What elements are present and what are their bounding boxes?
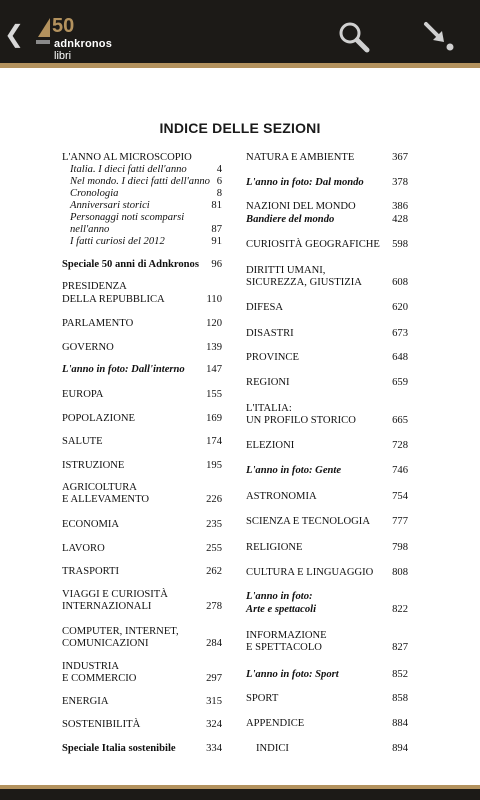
toc-entry-page: 754 [392,491,408,502]
toc-entry-label[interactable]: Speciale Italia sostenibile [62,743,176,754]
toc-entry-label[interactable]: L'anno in foto: Dall'interno [62,364,185,375]
toc-entry-label[interactable]: ELEZIONI [246,440,295,451]
toc-entry-label[interactable]: CULTURA E LINGUAGGIO [246,567,374,578]
toc-entry-page: 894 [392,743,408,754]
toc-entry-label[interactable]: GOVERNO [62,342,114,353]
toc-entry-label[interactable]: INTERNAZIONALI [62,601,152,612]
toc-entry-page: 174 [206,436,222,447]
toc-entry-label[interactable]: nell'anno [70,224,110,235]
accent-stripe [0,63,480,68]
toc-entry-label[interactable]: RELIGIONE [246,542,303,553]
toc-entry-label[interactable]: SPORT [246,693,279,704]
toc-entry-label[interactable]: Bandiere del mondo [246,214,335,225]
toc-entry-page: 278 [206,601,222,612]
toc-entry-label[interactable]: E ALLEVAMENTO [62,494,150,505]
toc-entry-label[interactable]: SICUREZZA, GIUSTIZIA [246,277,362,288]
toc-entry-page: 81 [211,200,222,211]
toc-entry-page: 262 [206,566,222,577]
toc-entry-label[interactable]: APPENDICE [246,718,305,729]
toc-entry-page: 235 [206,519,222,530]
toc-entry-label[interactable]: L'anno in foto: Gente [246,465,342,476]
toc-entry-page: 827 [392,642,408,653]
toc-entry-page: 195 [206,460,222,471]
toc-entry-label[interactable]: Arte e spettacoli [246,604,317,615]
toc-entry-label[interactable]: REGIONI [246,377,290,388]
toc-entry-label[interactable]: TRASPORTI [62,566,120,577]
toc-entry-label[interactable]: POPOLAZIONE [62,413,135,424]
download-icon [420,18,460,58]
toc-entry-label[interactable]: L'anno in foto: [246,591,313,602]
toc-entry-label[interactable]: LAVORO [62,543,105,554]
toc-entry-label[interactable]: ISTRUZIONE [62,460,125,471]
toc-entry-label[interactable]: L'anno in foto: Dal mondo [246,177,364,188]
toc-entry-label[interactable]: ECONOMIA [62,519,120,530]
toc-entry-label[interactable]: Italia. I dieci fatti dell'anno [70,164,187,175]
toc-entry-page: 91 [211,236,222,247]
toc-entry-label[interactable]: L'ITALIA: [246,403,292,414]
toc-entry-page: 386 [392,201,408,212]
toc-entry-page: 378 [392,177,408,188]
toc-entry-label[interactable]: L'ANNO AL MICROSCOPIO [62,152,192,163]
toc-entry-label[interactable]: DISASTRI [246,328,294,339]
toc-entry-label[interactable]: COMUNICAZIONI [62,638,149,649]
toc-entry-page: 608 [392,277,408,288]
page-title: INDICE DELLE SEZIONI [159,120,321,136]
toc-entry-label[interactable]: NATURA E AMBIENTE [246,152,355,163]
toc-entry-page: 665 [392,415,408,426]
toc-entry-page: 8 [216,188,222,199]
logo-number: 50 [52,15,75,37]
toc-entry-label[interactable]: VIAGGI E CURIOSITÀ [62,589,168,600]
search-button[interactable] [334,18,374,58]
toc-entry-page: 798 [392,542,408,553]
toc-entry-page: 147 [206,364,222,375]
toc-entry-label[interactable]: ENERGIA [62,696,109,707]
book-page [0,73,480,785]
toc-entry-label[interactable]: UN PROFILO STORICO [246,415,356,426]
toc-entry-page: 808 [392,567,408,578]
toc-entry-page: 139 [206,342,222,353]
toc-entry-page: 334 [206,743,222,754]
toc-entry-label[interactable]: Personaggi noti scomparsi [70,212,185,223]
search-icon [334,18,374,58]
toc-entry-page: 315 [206,696,222,707]
toc-entry-label[interactable]: COMPUTER, INTERNET, [62,626,179,637]
toc-entry-page: 822 [392,604,408,615]
toc-entry-page: 728 [392,440,408,451]
toc-entry-page: 324 [206,719,222,730]
toc-entry-page: 884 [392,718,408,729]
toc-entry-page: 428 [392,214,408,225]
toc-entry-page: 284 [206,638,222,649]
toc-entry-page: 648 [392,352,408,363]
toc-entry-label[interactable]: E SPETTACOLO [246,642,322,653]
toc-entry-page: 659 [392,377,408,388]
toc-entry-label[interactable]: INFORMAZIONE [246,630,327,641]
toc-entry-label[interactable]: I fatti curiosi del 2012 [70,236,165,247]
toc-entry-page: 155 [206,389,222,400]
toc-entry-page: 852 [392,669,408,680]
toc-entry-label[interactable]: DELLA REPUBBLICA [62,294,165,305]
toc-entry-label[interactable]: Cronologia [70,188,119,199]
accent-stripe [0,785,480,789]
toc-entry-page: 297 [206,673,222,684]
toc-entry-page: 746 [392,465,408,476]
toc-entry-page: 367 [392,152,408,163]
toc-entry-label[interactable]: DIFESA [246,302,284,313]
toc-entry-label[interactable]: SCIENZA E TECNOLOGIA [246,516,370,527]
toc-entry-label[interactable]: DIRITTI UMANI, [246,265,326,276]
brand-subtitle: libri [54,50,72,62]
toc-entry-page: 96 [211,259,222,270]
adnkronos-logo [36,10,116,60]
toc-entry-label[interactable]: INDUSTRIA [62,661,120,672]
toc-entry-label[interactable]: ASTRONOMIA [246,491,317,502]
toc-entry-page: 169 [206,413,222,424]
toc-entry-page: 255 [206,543,222,554]
toc-entry-page: 598 [392,239,408,250]
toc-entry-label[interactable]: Nel mondo. I dieci fatti dell'anno [70,176,210,187]
toc-entry-page: 777 [392,516,408,527]
toc-entry-label[interactable]: CURIOSITÀ GEOGRAFICHE [246,239,380,250]
toc-entry-label[interactable]: L'anno in foto: Sport [246,669,339,680]
toc-entry-label[interactable]: SALUTE [62,436,103,447]
toc-entry-label[interactable]: Anniversari storici [70,200,150,211]
toc-entry-label[interactable]: EUROPA [62,389,104,400]
toc-entry-page: 4 [216,164,222,175]
toc-entry-page: 6 [216,176,222,187]
toc-entry-label[interactable]: INDICI [256,743,289,754]
toc-entry-label[interactable]: NAZIONI DEL MONDO [246,201,356,212]
toc-entry-label[interactable]: PRESIDENZA [62,281,127,292]
toc-entry-page: 673 [392,328,408,339]
brand-name: adnkronos [54,38,113,50]
bottom-bar [0,785,480,800]
toc-entry-label[interactable]: AGRICOLTURA [62,482,137,493]
back-icon[interactable]: ❮ [4,20,25,48]
toc-entry-label[interactable]: Speciale 50 anni di Adnkronos [62,259,199,270]
toc-entry-page: 858 [392,693,408,704]
download-button[interactable] [420,18,460,58]
top-app-bar [0,0,480,68]
toc-entry-page: 87 [211,224,222,235]
toc-entry-label[interactable]: PARLAMENTO [62,318,134,329]
toc-entry-page: 120 [206,318,222,329]
toc-entry-label[interactable]: E COMMERCIO [62,673,137,684]
toc-entry-label[interactable]: SOSTENIBILITÀ [62,719,141,730]
toc-entry-label[interactable]: PROVINCE [246,352,299,363]
toc-entry-page: 226 [206,494,222,505]
toc-entry-page: 110 [206,294,222,305]
toc-entry-page: 620 [392,302,408,313]
